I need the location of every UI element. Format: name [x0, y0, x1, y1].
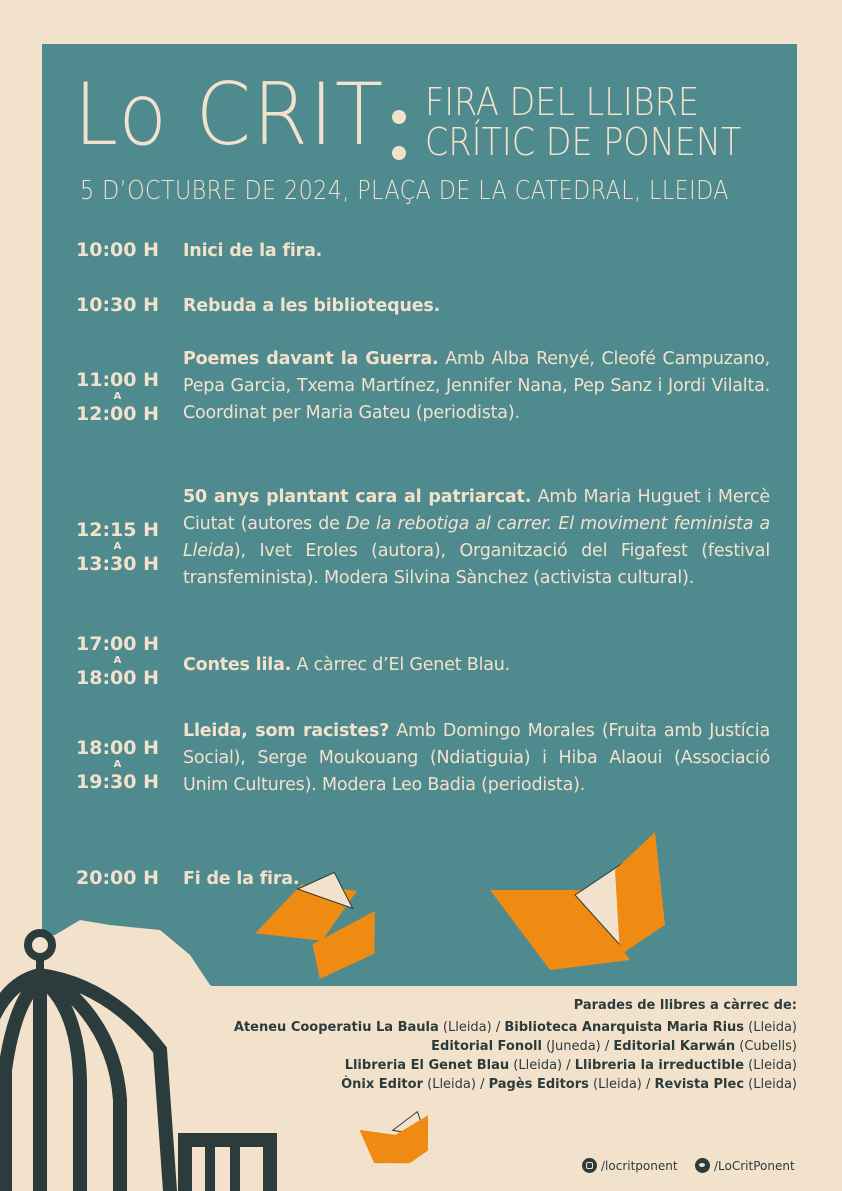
- instagram-icon: [582, 1158, 597, 1173]
- stand-location: (Juneda): [546, 1039, 601, 1054]
- stand-name: Llibreria El Genet Blau: [344, 1058, 510, 1073]
- schedule-text: Amb Domingo Morales (Fruita amb Justícia Social), Serge Moukouang (Ndiatiguia) i Hiba Alaoui (Associació Unim Cultures). Modera Leo Badia (periodista).: [183, 721, 770, 795]
- separator: /: [562, 1058, 575, 1073]
- book-title: De la rebotiga al carrer. El moviment feminista a Lleida: [183, 514, 770, 561]
- stand-location: (Lleida): [748, 1077, 797, 1092]
- stands-line: [234, 1037, 797, 1056]
- range-separator: A: [113, 391, 122, 402]
- schedule-title: Contes lila.: [183, 655, 292, 675]
- stand-name: Ònix Editor: [341, 1077, 423, 1092]
- stand-name: Llibreria la irreductible: [574, 1058, 745, 1073]
- schedule-title: Inici de la fira.: [183, 241, 323, 261]
- schedule-start-time: 18:00 H: [76, 737, 159, 759]
- stand-name: Ateneu Cooperatiu La Baula: [233, 1020, 439, 1035]
- stand-name: Revista Plec: [654, 1077, 745, 1092]
- flying-book-icon: [490, 832, 665, 970]
- event-date-location: 5 D’OCTUBRE DE 2024, PLAÇA DE LA CATEDRAL, LLEIDA: [80, 176, 729, 206]
- schedule-text: Amb Maria Huguet i Mercè Ciutat (autores de: [183, 487, 770, 534]
- range-separator: A: [113, 541, 122, 552]
- title-main: Lo CRIT: [74, 65, 386, 165]
- schedule-time: 20:00 H: [76, 867, 159, 889]
- schedule-title: Poemes davant la Guerra.: [183, 349, 439, 369]
- separator: /: [600, 1039, 614, 1054]
- schedule-time: 10:30 H: [76, 294, 159, 316]
- twitter-link[interactable]: [695, 1158, 795, 1173]
- stand-name: Editorial Karwán: [613, 1039, 736, 1054]
- stand-location: (Lleida): [748, 1020, 797, 1035]
- separator: /: [491, 1020, 505, 1035]
- stands-list: [234, 1018, 797, 1094]
- schedule-text: Amb Alba Renyé, Cleofé Campuzano, Pepa Garcia, Txema Martínez, Jennifer Nana, Pep Sanz i Jordi Vilalta. Coordinat per Maria Gateu (periodista).: [183, 349, 771, 423]
- stands-line: [234, 1018, 797, 1037]
- schedule-end-time: 18:00 H: [76, 667, 159, 689]
- stands-line: [234, 1075, 797, 1094]
- stand-location: (Lleida): [442, 1020, 492, 1035]
- stand-location: (Lleida): [593, 1077, 642, 1092]
- stand-name: Biblioteca Anarquista Maria Rius: [504, 1020, 745, 1035]
- title-subheading: [425, 82, 741, 162]
- schedule-description: [183, 293, 770, 320]
- stand-name: Pagès Editors: [488, 1077, 589, 1092]
- stands-heading: Parades de llibres a càrrec de:: [573, 998, 797, 1013]
- schedule-title: Fi de la fira.: [183, 869, 300, 889]
- schedule-time-range: [60, 632, 175, 690]
- schedule-time: 10:00 H: [76, 239, 159, 261]
- schedule-text: ), Ivet Eroles (autora), Organització del Figafest (festival transfeminista). Modera Silvina Sànchez (activista cultural).: [183, 541, 770, 588]
- schedule-description: [183, 718, 770, 799]
- title-line-2: CRÍTIC DE PONENT: [425, 120, 742, 164]
- stands-line: [234, 1056, 797, 1075]
- stand-name: Editorial Fonoll: [431, 1039, 542, 1054]
- title-colon: [392, 96, 406, 166]
- schedule-start-time: 17:00 H: [76, 633, 159, 655]
- separator: /: [475, 1077, 489, 1092]
- schedule-description: [183, 652, 770, 679]
- stand-location: (Lleida): [748, 1058, 797, 1073]
- schedule-start-time: 11:00 H: [76, 369, 159, 391]
- schedule-end-time: 19:30 H: [76, 771, 159, 793]
- schedule-text: A càrrec d’El Genet Blau.: [291, 655, 511, 675]
- schedule-end-time: 12:00 H: [76, 403, 159, 425]
- instagram-handle: /locritponent: [601, 1158, 678, 1173]
- stand-location: (Lleida): [427, 1077, 476, 1092]
- schedule-time-range: [60, 368, 175, 426]
- twitter-icon: [695, 1158, 710, 1173]
- schedule-end-time: 13:30 H: [76, 553, 159, 575]
- twitter-handle: /LoCritPonent: [714, 1158, 795, 1173]
- separator: /: [641, 1077, 655, 1092]
- schedule-description: [183, 238, 770, 265]
- schedule-description: [183, 346, 770, 427]
- schedule-description: [183, 484, 770, 592]
- schedule-title: 50 anys plantant cara al patriarcat.: [183, 487, 532, 507]
- stand-location: (Lleida): [513, 1058, 563, 1073]
- instagram-link[interactable]: [582, 1158, 678, 1173]
- flying-book-icon: [358, 1110, 434, 1169]
- schedule-title: Rebuda a les biblioteques.: [183, 296, 441, 316]
- stand-location: (Cubells): [739, 1039, 797, 1054]
- range-separator: A: [113, 759, 122, 770]
- title-line-1: FIRA DEL LLIBRE: [425, 80, 700, 124]
- schedule-title: Lleida, som racistes?: [183, 721, 390, 741]
- schedule-time-range: [60, 518, 175, 576]
- schedule-time-range: [60, 736, 175, 794]
- range-separator: A: [113, 655, 122, 666]
- schedule-description: [183, 866, 770, 893]
- schedule-start-time: 12:15 H: [76, 519, 159, 541]
